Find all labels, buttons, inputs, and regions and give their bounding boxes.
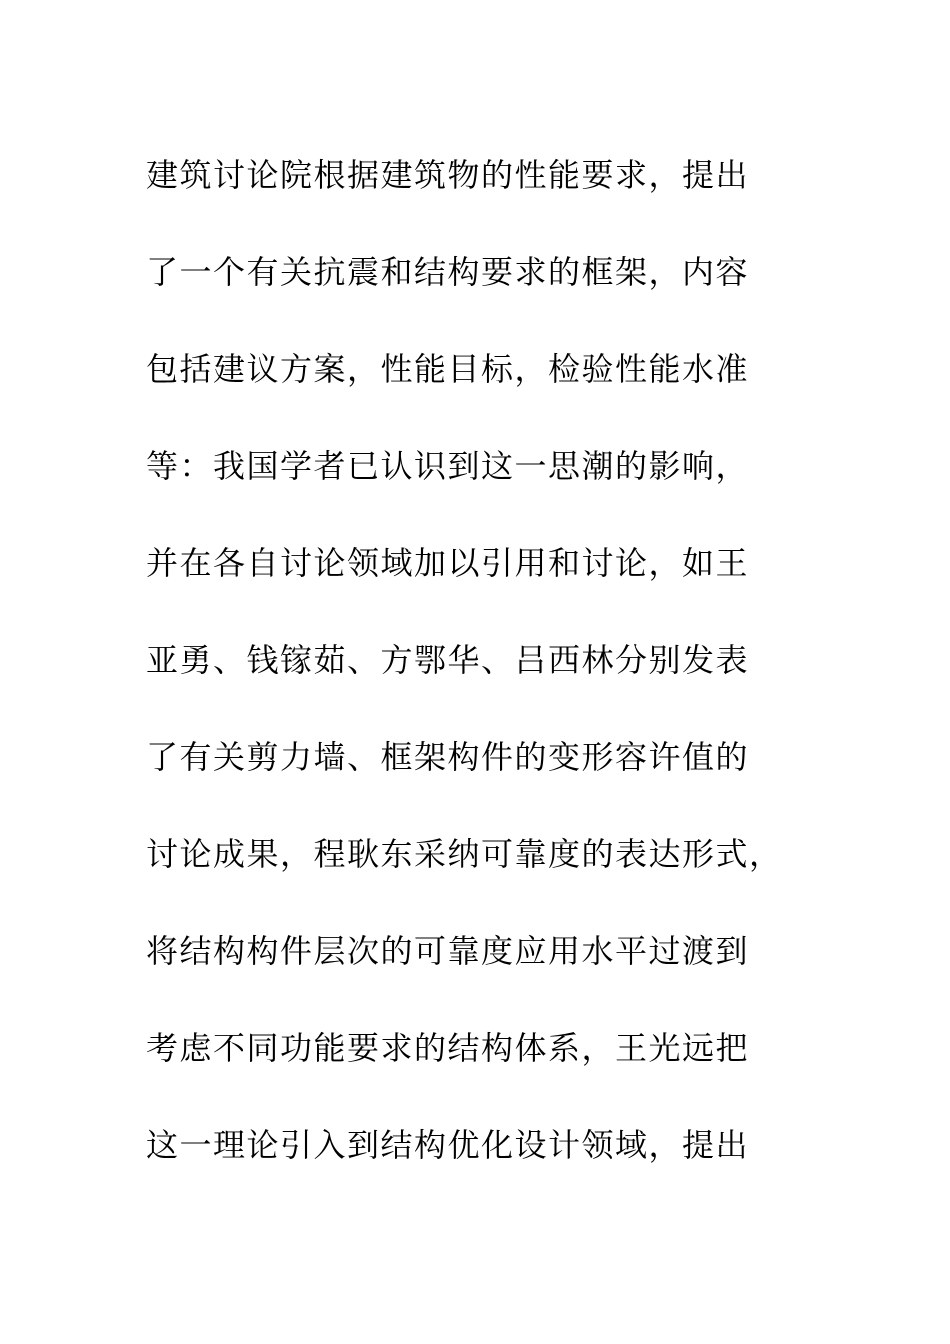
text-line: 这一理论引入到结构优化设计领域，提出 [146,1126,750,1164]
text-line: 了一个有关抗震和结构要求的框架，内容 [146,253,750,291]
text-line: 等：我国学者已认识到这一思潮的影响， [146,447,750,485]
text-line: 考虑不同功能要求的结构体系，王光远把 [146,1029,750,1067]
text-line: 讨论成果，程耿东采纳可靠度的表达形式， [146,835,783,873]
text-line: 建筑讨论院根据建筑物的性能要求，提出 [146,156,750,194]
text-line: 包括建议方案，性能目标，检验性能水准 [146,350,750,388]
text-line: 并在各自讨论领域加以引用和讨论，如王 [146,544,750,582]
text-line: 将结构构件层次的可靠度应用水平过渡到 [146,932,750,970]
body-text [146,127,826,1194]
text-line: 亚勇、钱镓茹、方鄂华、吕西林分别发表 [146,641,750,679]
text-line: 了有关剪力墙、框架构件的变形容许值的 [146,738,750,776]
